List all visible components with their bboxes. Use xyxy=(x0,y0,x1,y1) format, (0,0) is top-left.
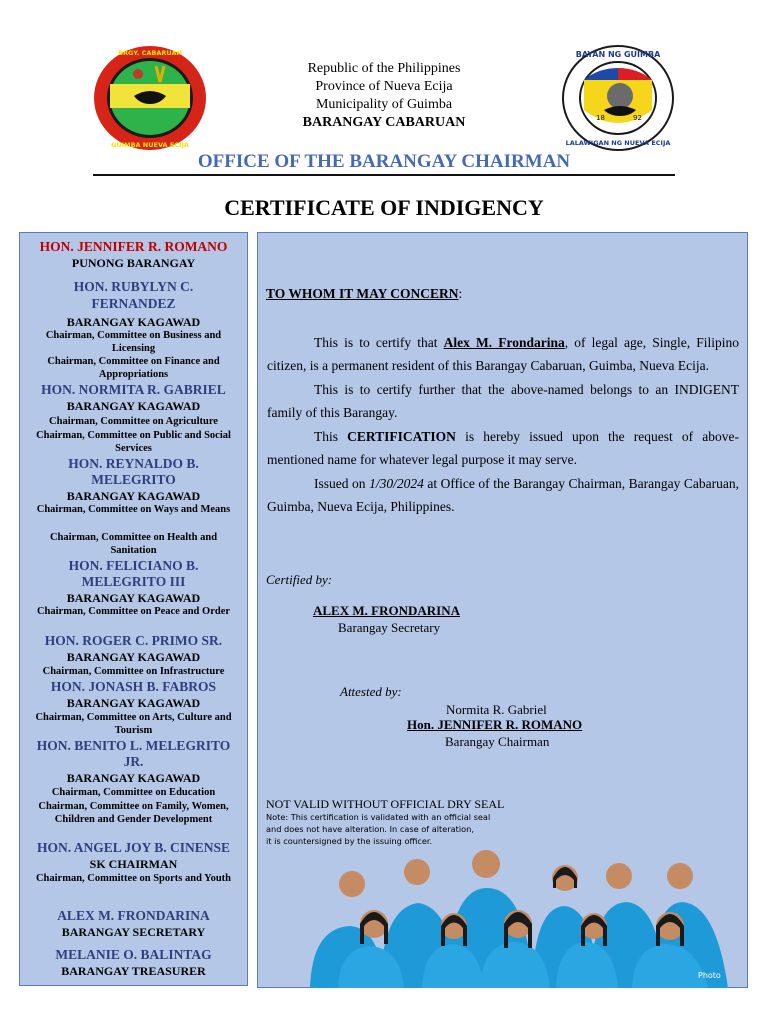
kagawad-3-name-b: MELEGRITO xyxy=(91,472,176,487)
issue-date: 1/30/2024 xyxy=(369,476,424,491)
header-municipality: Municipality of Guimba xyxy=(315,97,453,112)
svg-text:BAYAN NG GUIMBA: BAYAN NG GUIMBA xyxy=(575,50,661,59)
kagawad-2-committee-b: Chairman, Committee on Public and Social Services xyxy=(36,430,231,454)
photo-watermark: Photo xyxy=(698,971,721,980)
treasurer-position: BARANGAY TREASURER xyxy=(61,964,206,978)
kagawad-5-committee-a: Chairman, Committee on Infrastructure xyxy=(42,666,225,677)
kagawad-1-name-a: HON. RUBYLYN C. xyxy=(73,279,194,294)
kagawad-1-committee-a: Chairman, Committee on Business and Licensing xyxy=(45,330,222,354)
paragraph-issued: Issued on 1/30/2024 at Office of the Barangay Chairman, Barangay Cabaruan, Guimba, Nueva Ecija, Philippines. xyxy=(267,476,740,514)
kagawad-2-name: HON. NORMITA R. GABRIEL xyxy=(41,382,226,397)
kagawad-2-committee-a: Chairman, Committee on Agriculture xyxy=(49,416,218,427)
kagawad-1-committee-b: Chairman, Committee on Finance and Appropriations xyxy=(47,356,220,380)
kagawad-5-position: BARANGAY KAGAWAD xyxy=(66,650,201,664)
salutation: TO WHOM IT MAY CONCERN: xyxy=(266,286,463,301)
dry-seal-notice: NOT VALID WITHOUT OFFICIAL DRY SEAL xyxy=(266,797,505,811)
validation-note: Note: This certification is validated with an official seal and does not have alteration. In case of alteration, it is countersigned by the issuing officer. xyxy=(266,812,491,846)
kagawad-6-name: HON. JONASH B. FABROS xyxy=(50,679,217,694)
officials-sidebar xyxy=(19,232,248,986)
kagawad-6-committee-a: Chairman, Committee on Arts, Culture and Tourism xyxy=(35,712,232,736)
kagawad-3-committee-b: Chairman, Committee on Health and Sanitation xyxy=(49,532,218,556)
svg-text:GUIMBA NUEVA ECIJA: GUIMBA NUEVA ECIJA xyxy=(111,141,189,149)
barangay-seal-logo xyxy=(92,44,208,152)
kagawad-7-committee-b: Chairman, Committee on Family, Women, Children and Gender Development xyxy=(38,801,229,825)
secretary-signatory-position: Barangay Secretary xyxy=(338,620,441,635)
kagawad-7-committee-a: Chairman, Committee on Education xyxy=(51,787,216,798)
paragraph-certify: This is to certify that Alex M. Frondarina, of legal age, Single, Filipino citizen, is a permanent resident of this Barangay Cabaruan, Guimba, Nueva Ecija. xyxy=(267,335,740,373)
svg-text:BRGY. CABARUAN: BRGY. CABARUAN xyxy=(118,49,182,57)
sk-chairman-committee: Chairman, Committee on Sports and Youth xyxy=(35,873,232,884)
kagawad-3-position: BARANGAY KAGAWAD xyxy=(66,489,201,503)
header-divider xyxy=(93,174,675,176)
office-heading: OFFICE OF THE BARANGAY CHAIRMAN xyxy=(197,151,571,172)
sk-chairman-position: SK CHAIRMAN xyxy=(89,857,178,871)
sk-chairman-name: HON. ANGEL JOY B. CINENSE xyxy=(36,840,231,855)
header-barangay: BARANGAY CABARUAN xyxy=(302,115,466,130)
kagawad-4-name-a: HON. FELICIANO B. xyxy=(68,558,199,573)
paragraph-indigent: This is to certify further that the above-named belongs to an INDIGENT family of this Barangay. xyxy=(267,382,739,420)
kagawad-4-committee-a: Chairman, Committee on Peace and Order xyxy=(36,606,231,617)
header-republic: Republic of the Philippines xyxy=(307,61,461,76)
header-province: Province of Nueva Ecija xyxy=(315,79,453,94)
attest-signer: Normita R. Gabriel xyxy=(446,702,547,717)
chairman-name: HON. JENNIFER R. ROMANO xyxy=(39,239,228,254)
chairman-signatory-name: Hon. JENNIFER R. ROMANO xyxy=(407,717,583,732)
certificate-title: CERTIFICATE OF INDIGENCY xyxy=(224,195,544,220)
kagawad-2-position: BARANGAY KAGAWAD xyxy=(66,399,201,413)
secretary-position: BARANGAY SECRETARY xyxy=(61,925,206,939)
municipal-seal-logo xyxy=(560,44,676,152)
kagawad-5-name: HON. ROGER C. PRIMO SR. xyxy=(44,633,223,648)
kagawad-1-position: BARANGAY KAGAWAD xyxy=(66,315,201,329)
kagawad-7-name-a: HON. BENITO L. MELEGRITO xyxy=(36,738,231,753)
resident-name: Alex M. Frondarina xyxy=(443,335,565,350)
kagawad-3-name-a: HON. REYNALDO B. xyxy=(68,456,199,471)
svg-text:18: 18 xyxy=(596,114,605,122)
secretary-signatory-name: ALEX M. FRONDARINA xyxy=(313,603,460,618)
chairman-signatory-position: Barangay Chairman xyxy=(445,734,550,749)
kagawad-1-name-b: FERNANDEZ xyxy=(91,296,176,311)
secretary-name: ALEX M. FRONDARINA xyxy=(57,908,210,923)
officials-group-photo xyxy=(310,848,730,988)
svg-text:LALAWIGAN NG NUEVA ECIJA: LALAWIGAN NG NUEVA ECIJA xyxy=(565,139,671,147)
svg-text:92: 92 xyxy=(633,114,642,122)
paragraph-purpose: This CERTIFICATION is hereby issued upon the request of above-mentioned name for whatever legal purpose it may serve. xyxy=(267,429,739,467)
treasurer-name: MELANIE O. BALINTAG xyxy=(55,947,212,962)
kagawad-7-name-b: JR. xyxy=(123,754,144,769)
chairman-position: PUNONG BARANGAY xyxy=(71,256,196,270)
kagawad-4-name-b: MELEGRITO III xyxy=(81,574,186,589)
kagawad-6-position: BARANGAY KAGAWAD xyxy=(66,696,201,710)
kagawad-7-position: BARANGAY KAGAWAD xyxy=(66,771,201,785)
kagawad-4-position: BARANGAY KAGAWAD xyxy=(66,591,201,605)
certified-by-label: Certified by: xyxy=(266,572,333,587)
kagawad-3-committee-a: Chairman, Committee on Ways and Means xyxy=(36,504,231,515)
attested-by-label: Attested by: xyxy=(340,684,402,699)
